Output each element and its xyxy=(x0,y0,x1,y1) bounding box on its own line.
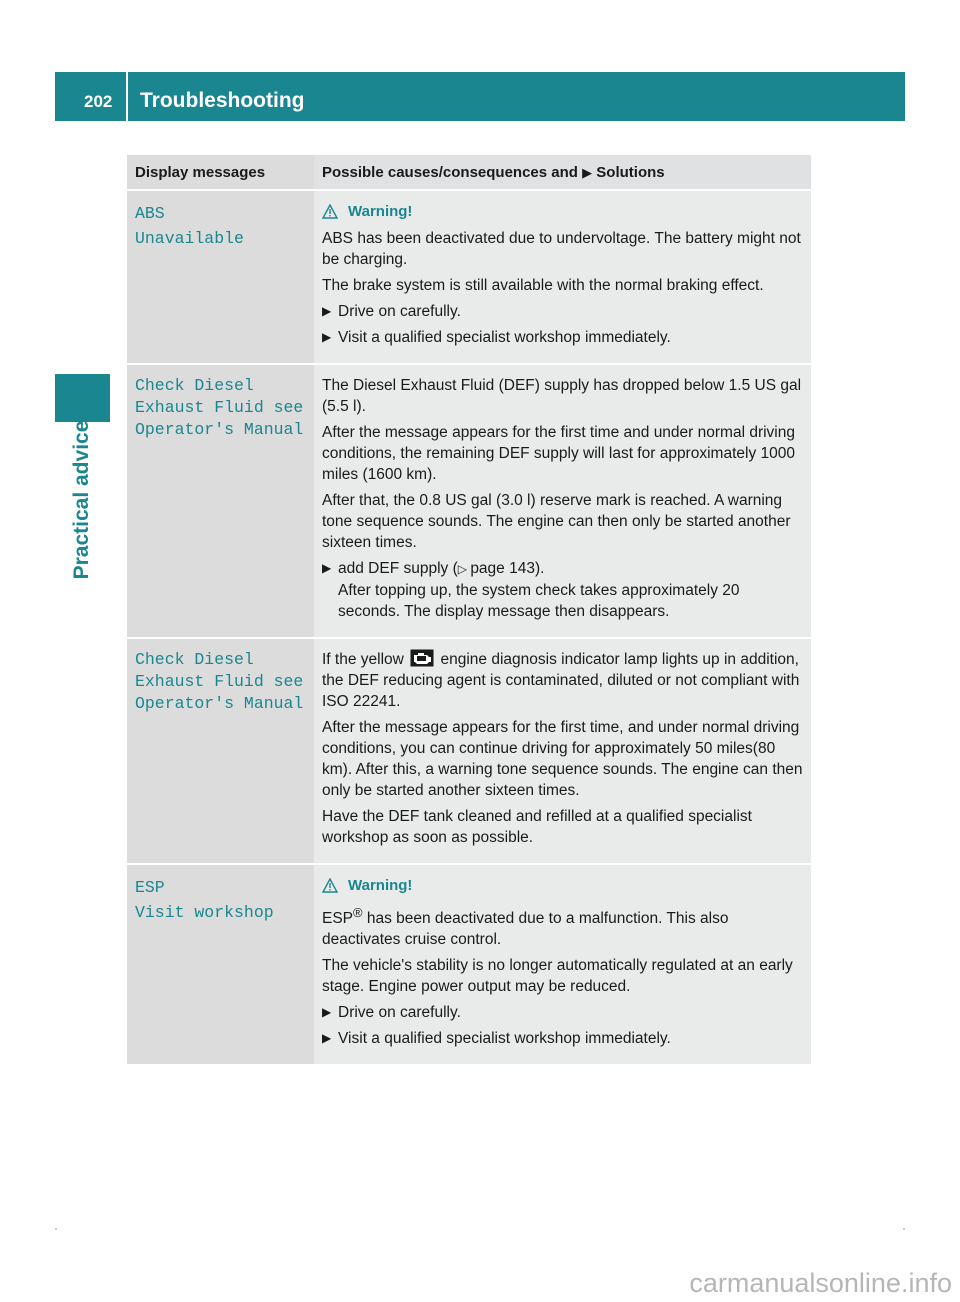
message-cell xyxy=(127,190,314,364)
paragraph: After the message appears for the first time, and under normal driving conditions, you can continue driving for approximately 50 miles(80 km). After this, a warning tone sequence sounds. The engine can then only be started another sixteen times. xyxy=(322,719,803,799)
step-continuation: After topping up, the system check takes approximately 20 seconds. The display message then disappears. xyxy=(338,582,740,620)
paragraph: The vehicle's stability is no longer automatically regulated at an early stage. Engine power output may be reduced. xyxy=(322,957,793,996)
table-header-row xyxy=(127,155,811,190)
table-row xyxy=(127,190,811,364)
display-message: ESP Visit workshop xyxy=(135,878,274,922)
paragraph xyxy=(322,902,805,950)
arrow-right-icon: ▶ xyxy=(322,1031,332,1046)
step-text: Drive on carefully. xyxy=(338,303,461,320)
step-text: add DEF supply ( xyxy=(338,560,458,577)
arrow-right-icon: ▶ xyxy=(322,330,332,344)
warning-label: Warning! xyxy=(348,877,413,894)
side-tab-marker xyxy=(55,374,110,422)
registered-mark: ® xyxy=(353,905,363,920)
step-text-end: ). xyxy=(534,560,545,577)
display-message: Check Diesel Exhaust Fluid see Operator's Manual xyxy=(135,376,304,439)
column-header-solutions xyxy=(314,155,811,190)
paragraph-text: has been deactivated due to a malfunction. This also deactivates cruise control. xyxy=(322,910,729,949)
message-cell xyxy=(127,638,314,864)
display-message: ABS Unavailable xyxy=(135,204,244,248)
warning-label: Warning! xyxy=(348,203,413,220)
page-reference-icon: ▷ xyxy=(457,562,471,576)
instruction-step xyxy=(322,301,805,322)
message-cell xyxy=(127,364,314,638)
page-link[interactable]: page 143 xyxy=(470,560,535,577)
paragraph: The Diesel Exhaust Fluid (DEF) supply has dropped below 1.5 US gal (5.5 l). xyxy=(322,377,802,415)
arrow-right-icon: ▶ xyxy=(322,561,332,575)
instruction-step xyxy=(322,1028,805,1049)
arrow-right-icon: ▶ xyxy=(322,1005,332,1020)
paragraph: ABS has been deactivated due to undervoltage. The battery might not be charging. xyxy=(322,230,801,268)
table-row xyxy=(127,364,811,638)
table-row xyxy=(127,638,811,864)
instruction-step xyxy=(322,558,805,622)
step-body xyxy=(338,558,805,622)
page-number: 202 xyxy=(84,92,113,111)
step-text: Visit a qualified specialist workshop immediately. xyxy=(338,1030,671,1048)
section-title: Troubleshooting xyxy=(140,89,305,112)
arrow-right-icon: ▶ xyxy=(582,164,593,180)
display-messages-table xyxy=(127,155,811,1064)
step-text: Visit a qualified specialist workshop immediately. xyxy=(338,329,671,346)
solution-cell xyxy=(314,864,811,1064)
paragraph xyxy=(322,649,805,712)
solution-cell xyxy=(314,364,811,638)
paragraph: The brake system is still available with the normal braking effect. xyxy=(322,277,764,294)
column-header-messages: Display messages xyxy=(127,155,314,190)
solution-cell xyxy=(314,190,811,364)
header-divider xyxy=(126,72,128,121)
table-row xyxy=(127,864,811,1064)
esp-text: ESP xyxy=(322,910,354,928)
display-message: Check Diesel Exhaust Fluid see Operator's Manual xyxy=(135,650,304,713)
paragraph: After that, the 0.8 US gal (3.0 l) reserve mark is reached. A warning tone sequence sounds. The engine can then only be started another sixteen times. xyxy=(322,492,791,551)
instruction-step xyxy=(322,327,805,348)
instruction-step xyxy=(322,1002,805,1023)
crop-mark xyxy=(903,1228,905,1230)
solution-cell xyxy=(314,638,811,864)
warning-heading xyxy=(322,203,805,220)
solutions-header-suffix: Solutions xyxy=(596,163,665,181)
engine-diagnosis-icon xyxy=(410,649,434,667)
paragraph: After the message appears for the first time and under normal driving conditions, the remaining DEF supply will last for approximately 1000 miles (1600 km). xyxy=(322,424,795,483)
arrow-right-icon: ▶ xyxy=(322,304,332,318)
warning-triangle-icon xyxy=(322,878,338,893)
watermark: carmanualsonline.info xyxy=(689,1268,952,1298)
paragraph-text: engine diagnosis indicator lamp lights up in addition, the DEF reducing agent is contaminated, diluted or not compliant with ISO 22241. xyxy=(322,651,800,710)
warning-triangle-icon xyxy=(322,204,338,219)
paragraph-text: If the yellow xyxy=(322,651,404,668)
warning-heading xyxy=(322,877,805,894)
message-cell xyxy=(127,864,314,1064)
solutions-header-prefix: Possible causes/consequences and xyxy=(322,163,578,181)
step-text: Drive on carefully. xyxy=(338,1004,461,1022)
chapter-label: Practical advice xyxy=(70,420,93,580)
paragraph: Have the DEF tank cleaned and refilled at a qualified specialist workshop as soon as possible. xyxy=(322,808,752,846)
crop-mark xyxy=(55,1228,57,1230)
